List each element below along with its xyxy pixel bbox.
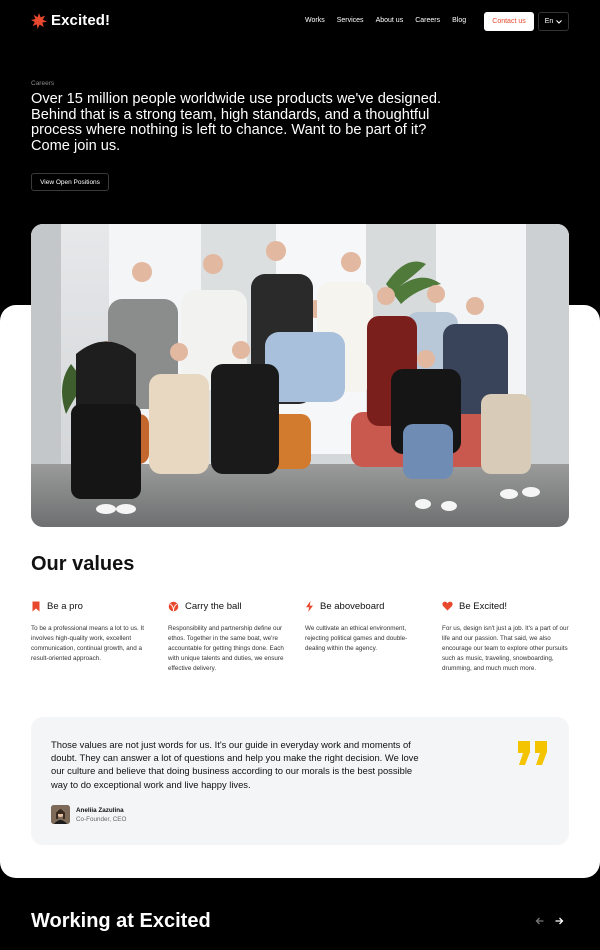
value-be-aboveboard	[305, 600, 423, 654]
values-title: Our values	[31, 553, 135, 575]
nav-item-about-us[interactable]: About us	[375, 17, 404, 24]
arrow-left-icon[interactable]	[535, 916, 545, 926]
working-title: Working at Excited	[31, 910, 211, 932]
nav-item-works[interactable]: Works	[305, 17, 325, 24]
avatar	[51, 805, 70, 824]
nav-item-services[interactable]: Services	[336, 17, 364, 24]
value-name: Be aboveboard	[320, 600, 385, 612]
logo[interactable]	[31, 12, 110, 29]
value-be-excited	[442, 600, 570, 674]
value-text: We cultivate an ethical environment, rejecting political games and double-dealing within the agency.	[305, 625, 408, 652]
value-text: Responsibility and partnership define our ethos. Together in the same boat, we're accountable for getting things done. Each with unique talents and duties, we ensure effective delivery.	[168, 625, 284, 672]
logo-text: Excited!	[51, 12, 111, 29]
language-selector[interactable]	[538, 12, 569, 31]
nav-item-careers[interactable]: Careers	[415, 17, 441, 24]
quote-author	[51, 805, 126, 824]
value-be-a-pro	[31, 600, 161, 664]
author-name: Aneliia Zazulina	[76, 806, 124, 814]
lightning-icon	[305, 601, 314, 612]
value-text: To be a professional means a lot to us. It involves high-quality work, excellent communication, continual growth, and a result-oriented approach.	[31, 625, 145, 662]
quote-text: Those values are not just words for us. It's our guide in everyday work and moments of doubt. They can answer a lot of questions and help you make the right decision. We love our culture and believe that doing business according to our morals is the best possible way to do exceptional work and live happy lives.	[51, 739, 419, 790]
team-photo	[31, 224, 569, 527]
author-role: Co-Founder, CEO	[76, 815, 127, 823]
header	[0, 0, 600, 42]
value-name: Be Excited!	[459, 600, 508, 612]
view-open-positions-button[interactable]: View Open Positions	[31, 173, 109, 191]
value-name: Carry the ball	[185, 600, 242, 612]
logo-icon	[31, 13, 47, 29]
language-label: En	[544, 18, 554, 25]
ball-icon	[168, 601, 179, 612]
value-carry-the-ball	[168, 600, 296, 674]
hero-title: Over 15 million people worldwide use products we've designed. Behind that is a strong team, high standards, and a thoughtful process where nothing is left to chance. Want to be part of it? Come join us.	[31, 91, 442, 154]
quote-card	[31, 717, 569, 845]
arrow-right-icon[interactable]	[554, 916, 564, 926]
value-text: For us, design isn't just a job. It's a part of our life and our passion. That said, we also encourage our team to explore other pursuits such as music, traveling, snowboarding, drumming, and much much more.	[442, 625, 569, 672]
chevron-down-icon	[556, 20, 562, 24]
value-name: Be a pro	[47, 600, 83, 612]
contact-us-button[interactable]: Contact us	[484, 12, 534, 31]
breadcrumb[interactable]: Careers	[31, 80, 55, 87]
main-nav	[305, 17, 478, 24]
quote-mark-icon	[517, 741, 548, 765]
heart-icon	[442, 601, 453, 611]
nav-item-blog[interactable]: Blog	[452, 17, 467, 24]
bookmark-icon	[31, 601, 41, 612]
